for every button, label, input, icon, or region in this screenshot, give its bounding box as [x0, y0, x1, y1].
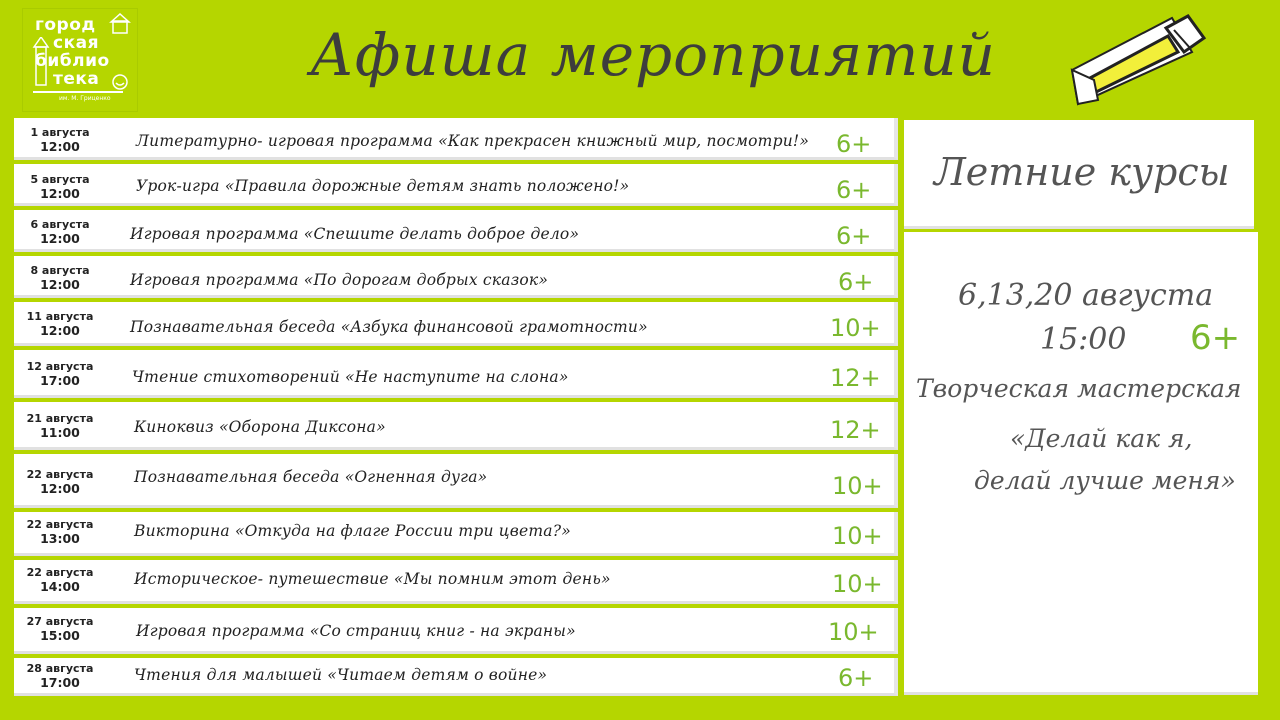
event-age: 10+ — [832, 472, 883, 500]
logo-underline — [33, 91, 123, 93]
logo-line-1: город — [35, 15, 96, 35]
courses-heading: Летние курсы — [934, 150, 1230, 194]
event-date: 22 августа 12:00 — [26, 468, 94, 496]
event-date: 12 августа 17:00 — [26, 360, 94, 388]
event-row — [14, 302, 898, 346]
event-name: Чтение стихотворений «Не наступите на слона» — [132, 368, 569, 386]
event-row — [14, 256, 898, 298]
event-row — [14, 164, 898, 206]
event-date: 22 августа 14:00 — [26, 566, 94, 594]
event-age: 6+ — [838, 664, 874, 692]
logo-line-4: тека — [53, 69, 100, 89]
tower-icon — [31, 37, 51, 87]
event-row — [14, 210, 898, 252]
event-row — [14, 658, 898, 696]
event-age: 6+ — [838, 268, 874, 296]
event-date: 22 августа 13:00 — [26, 518, 94, 546]
event-date: 28 августа 17:00 — [26, 662, 94, 690]
event-row — [14, 512, 898, 556]
logo-line-3: библио — [35, 51, 110, 71]
course-time: 15:00 — [1040, 322, 1127, 357]
event-date: 8 августа 12:00 — [30, 264, 90, 292]
event-name: Игровая программа «Спешите делать доброе дело» — [130, 225, 580, 243]
logo-subtitle: им. М. Гриценко — [59, 95, 111, 102]
event-age: 10+ — [830, 314, 881, 342]
event-name: Киноквиз «Оборона Диксона» — [134, 418, 386, 436]
event-name: Историческое- путешествие «Мы помним этот день» — [134, 570, 611, 588]
smile-icon — [111, 73, 129, 91]
event-date: 6 августа 12:00 — [30, 218, 90, 246]
event-row — [14, 608, 898, 654]
courses-header-panel — [904, 120, 1254, 229]
event-date: 11 августа 12:00 — [26, 310, 94, 338]
event-row — [14, 350, 898, 398]
event-name: Познавательная беседа «Азбука финансовой грамотности» — [130, 318, 648, 336]
event-name: Викторина «Откуда на флаге России три цвета?» — [134, 522, 571, 540]
pencil-icon — [1064, 8, 1214, 110]
event-age: 10+ — [828, 618, 879, 646]
course-motto-1: «Делай как я, — [1010, 424, 1193, 453]
event-name: Литературно- игровая программа «Как прекрасен книжный мир, посмотри!» — [136, 132, 809, 150]
course-motto-2: делай лучше меня» — [974, 466, 1236, 495]
event-row — [14, 402, 898, 450]
logo-line-2: ская — [53, 33, 100, 53]
course-title: Творческая мастерская — [916, 374, 1242, 403]
house-icon — [109, 13, 131, 35]
event-row — [14, 560, 898, 604]
event-age: 6+ — [836, 222, 872, 250]
library-logo — [22, 8, 138, 112]
event-name: Познавательная беседа «Огненная дуга» — [134, 468, 488, 486]
event-name: Чтения для малышей «Читаем детям о войне» — [134, 666, 548, 684]
event-row — [14, 454, 898, 508]
page-title: Афиша мероприятий — [310, 21, 997, 89]
event-age: 12+ — [830, 416, 881, 444]
event-age: 6+ — [836, 176, 872, 204]
event-name: Игровая программа «Со страниц книг - на экраны» — [136, 622, 576, 640]
event-age: 6+ — [836, 130, 872, 158]
event-date: 5 августа 12:00 — [30, 173, 90, 201]
event-name: Урок-игра «Правила дорожные детям знать положено!» — [136, 177, 630, 195]
event-age: 12+ — [830, 364, 881, 392]
event-date: 1 августа 12:00 — [30, 126, 90, 154]
event-age: 10+ — [832, 522, 883, 550]
course-dates: 6,13,20 августа — [958, 278, 1214, 313]
event-date: 27 августа 15:00 — [26, 615, 94, 643]
event-date: 21 августа 11:00 — [26, 412, 94, 440]
event-name: Игровая программа «По дорогам добрых сказок» — [130, 271, 549, 289]
event-age: 10+ — [832, 570, 883, 598]
courses-info-panel — [904, 232, 1258, 695]
course-age: 6+ — [1190, 318, 1241, 358]
event-row — [14, 118, 898, 160]
